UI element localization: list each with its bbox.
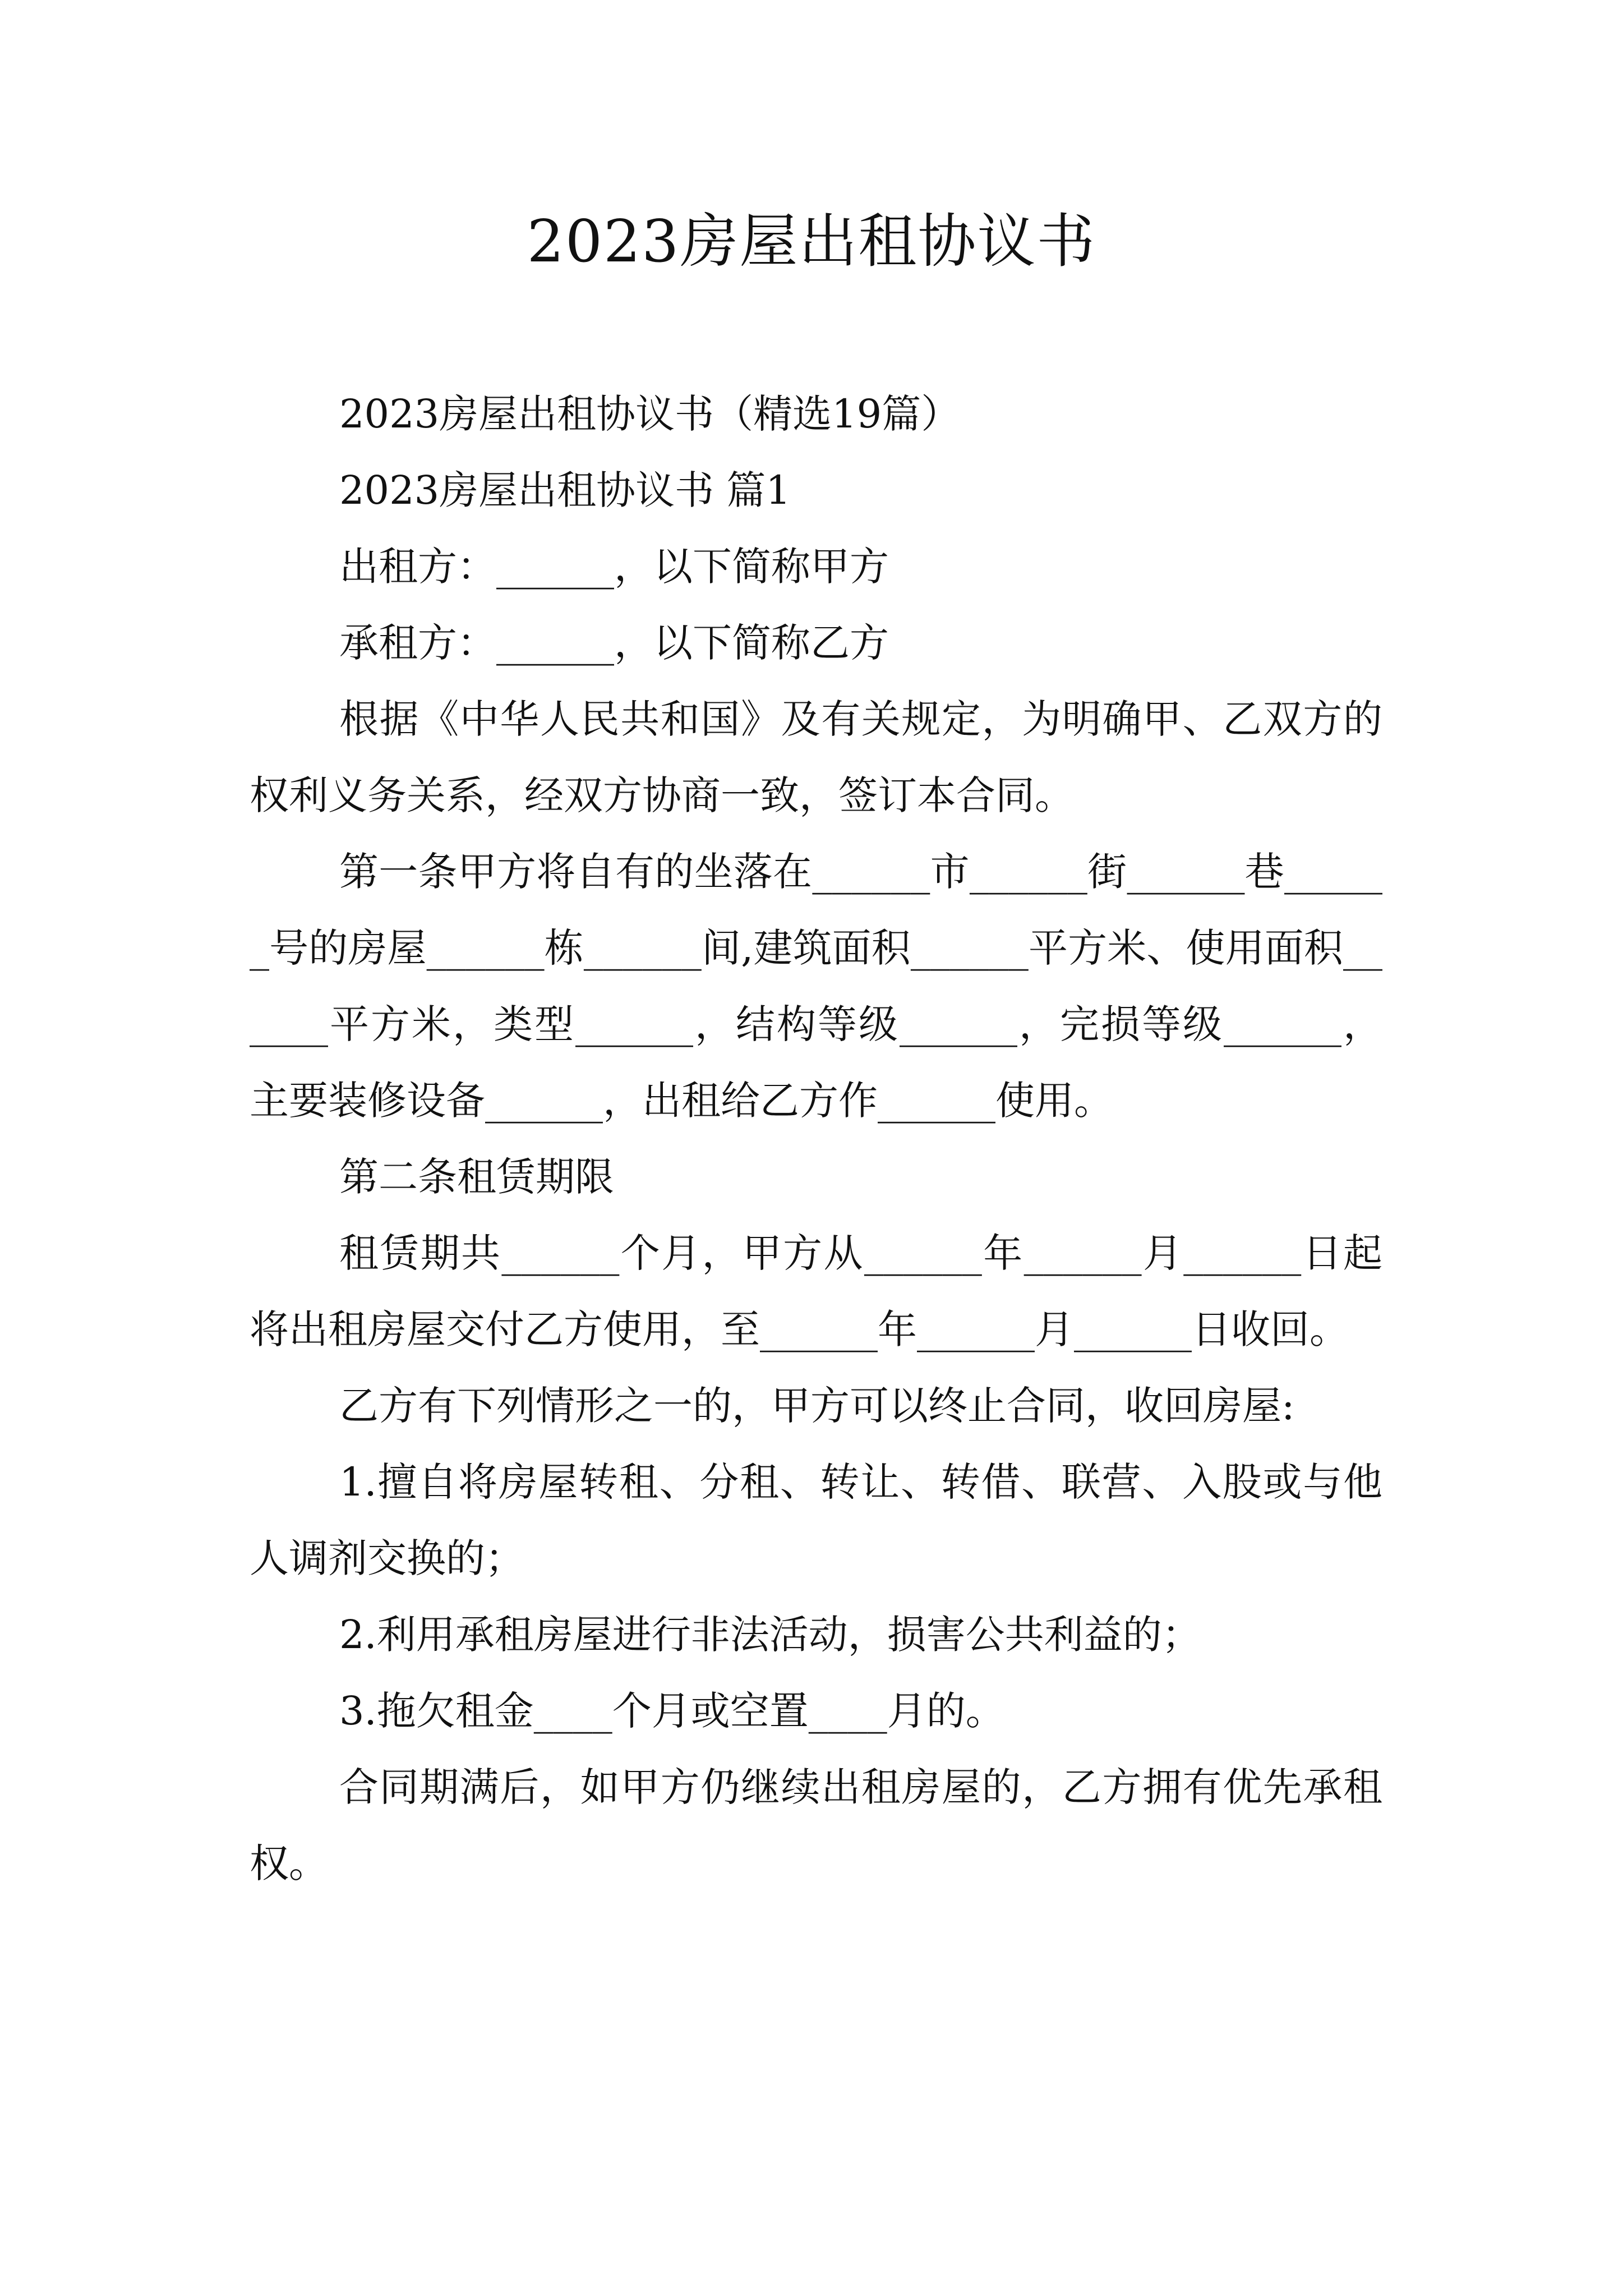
paragraph-article-2-heading: 第二条租赁期限 [339, 1154, 614, 1200]
document-body [250, 376, 1382, 1902]
paragraph-termination-item-2: 2.利用承租房屋进行非法活动，损害公共利益的； [339, 1612, 1201, 1658]
paragraph-lessee: 承租方：______，以下简称乙方 [339, 620, 889, 666]
paragraph-section-heading: 2023房屋出租协议书 篇1 [339, 467, 791, 513]
paragraph-termination-item-1: 1.擅自将房屋转租、分租、转让、转借、联营、入股或与他人调剂交换的； [250, 1459, 1382, 1581]
paragraph-renewal: 合同期满后，如甲方仍继续出租房屋的，乙方拥有优先承租权。 [250, 1764, 1382, 1887]
paragraph-article-1: 第一条甲方将自有的坐落在______市______街______巷______号的房屋______栋______间,建筑面积______平方米、使用面积______平方米，类型______，结构等级______，完损等级______，主要装修设备______，出租给乙方作______使用。 [250, 849, 1382, 1124]
paragraph-lessor: 出租方：______，以下简称甲方 [339, 544, 889, 590]
document-title: 2023房屋出租协议书 [527, 207, 1096, 275]
paragraph-termination-intro: 乙方有下列情形之一的，甲方可以终止合同，收回房屋: [339, 1383, 1295, 1429]
paragraph-intro: 根据《中华人民共和国》及有关规定，为明确甲、乙双方的权利义务关系，经双方协商一致，签订本合同。 [250, 696, 1382, 818]
paragraph-lease-term: 租赁期共______个月，甲方从______年______月______日起将出租房屋交付乙方使用，至______年______月______日收回。 [250, 1230, 1382, 1352]
paragraph-termination-item-3: 3.拖欠租金____个月或空置____月的。 [339, 1688, 1005, 1734]
paragraph-collection-title: 2023房屋出租协议书（精选19篇） [339, 391, 961, 437]
